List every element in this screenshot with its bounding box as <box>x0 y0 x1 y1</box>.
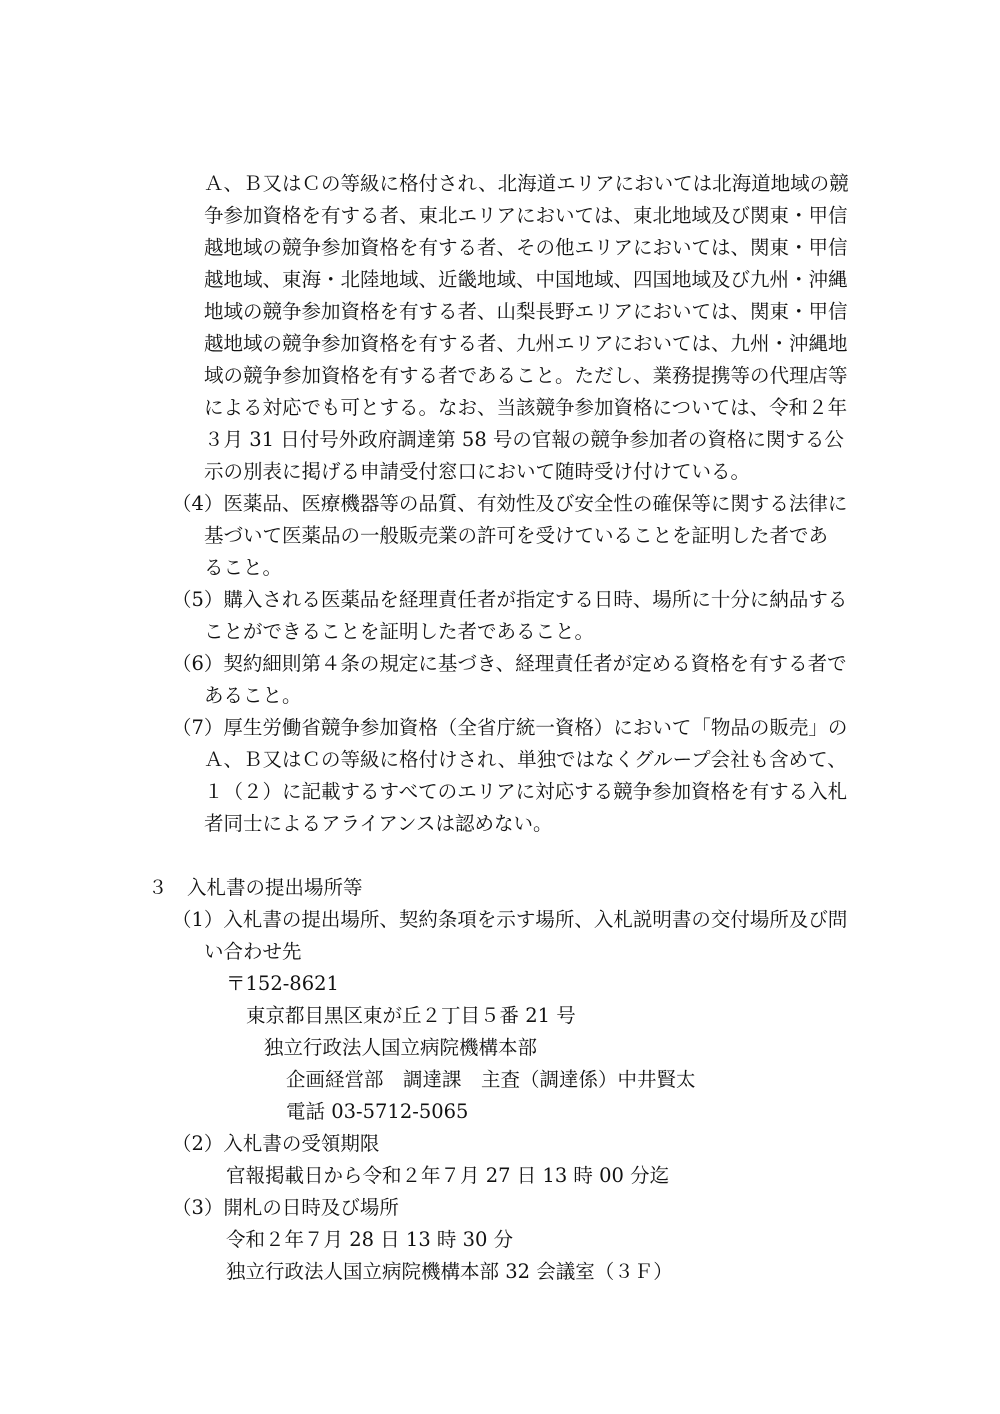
postal-code: 〒152-8621 <box>226 972 339 995</box>
list-item-6-first-line: （6）契約細則第４条の規定に基づき、経理責任者が定める資格を有する者で <box>172 652 847 675</box>
list-item-4-line: 基づいて医薬品の一般販売業の許可を受けていることを証明した者であ <box>204 524 829 547</box>
subsection-1-heading-cont: い合わせ先 <box>204 940 302 963</box>
list-item-7-first-line: （7）厚生労働省競争参加資格（全省庁統一資格）において「物品の販売」の <box>172 716 848 739</box>
paragraph-line: による対応でも可とする。なお、当該競争参加資格については、令和２年 <box>204 396 848 419</box>
list-item-6-line: あること。 <box>204 684 302 707</box>
subsection-3-heading: （3）開札の日時及び場所 <box>172 1196 399 1219</box>
organization-name: 独立行政法人国立病院機構本部 <box>264 1036 538 1059</box>
list-item-7-line: Ａ、Ｂ又はＣの等級に格付けされ、単独ではなくグループ会社も含めて、 <box>204 748 847 771</box>
contact-person: 企画経営部 調達課 主査（調達係）中井賢太 <box>286 1068 696 1091</box>
subsection-2-heading: （2）入札書の受領期限 <box>172 1132 380 1155</box>
list-item-7-line: １（２）に記載するすべてのエリアに対応する競争参加資格を有する入札 <box>204 780 848 803</box>
opening-datetime: 令和２年７月 28 日 13 時 30 分 <box>226 1228 514 1251</box>
list-item-7-line: 者同士によるアライアンスは認めない。 <box>204 812 553 835</box>
subsection-1-heading: （1）入札書の提出場所、契約条項を示す場所、入札説明書の交付場所及び問 <box>172 908 848 931</box>
deadline-text: 官報掲載日から令和２年７月 27 日 13 時 00 分迄 <box>226 1164 670 1187</box>
paragraph-line: 越地域の競争参加資格を有する者、その他エリアにおいては、関東・甲信 <box>204 236 848 259</box>
phone-number: 電話 03-5712-5065 <box>286 1100 469 1123</box>
list-item-5-first-line: （5）購入される医薬品を経理責任者が指定する日時、場所に十分に納品する <box>172 588 848 611</box>
list-item-4-line: ること。 <box>204 556 283 579</box>
paragraph-line: 域の競争参加資格を有する者であること。ただし、業務提携等の代理店等 <box>204 364 848 387</box>
list-item-5-line: ことができることを証明した者であること。 <box>204 620 595 643</box>
paragraph-line: 争参加資格を有する者、東北エリアにおいては、東北地域及び関東・甲信 <box>204 204 848 227</box>
address: 東京都目黒区東が丘２丁目５番 21 号 <box>246 1004 576 1027</box>
list-item-4-first-line: （4）医薬品、医療機器等の品質、有効性及び安全性の確保等に関する法律に <box>172 492 848 515</box>
opening-place: 独立行政法人国立病院機構本部 32 会議室（３Ｆ） <box>226 1260 673 1283</box>
paragraph-line: 示の別表に掲げる申請受付窓口において随時受け付けている。 <box>204 460 751 483</box>
paragraph-line: 越地域の競争参加資格を有する者、九州エリアにおいては、九州・沖縄地 <box>204 332 848 355</box>
section-3-heading: ３ 入札書の提出場所等 <box>148 876 363 899</box>
paragraph-line: Ａ、Ｂ又はＣの等級に格付され、北海道エリアにおいては北海道地域の競 <box>204 172 849 195</box>
paragraph-line: ３月 31 日付号外政府調達第 58 号の官報の競争参加者の資格に関する公 <box>204 428 844 451</box>
paragraph-line: 地域の競争参加資格を有する者、山梨長野エリアにおいては、関東・甲信 <box>204 300 848 323</box>
paragraph-line: 越地域、東海・北陸地域、近畿地域、中国地域、四国地域及び九州・沖縄 <box>204 268 848 291</box>
